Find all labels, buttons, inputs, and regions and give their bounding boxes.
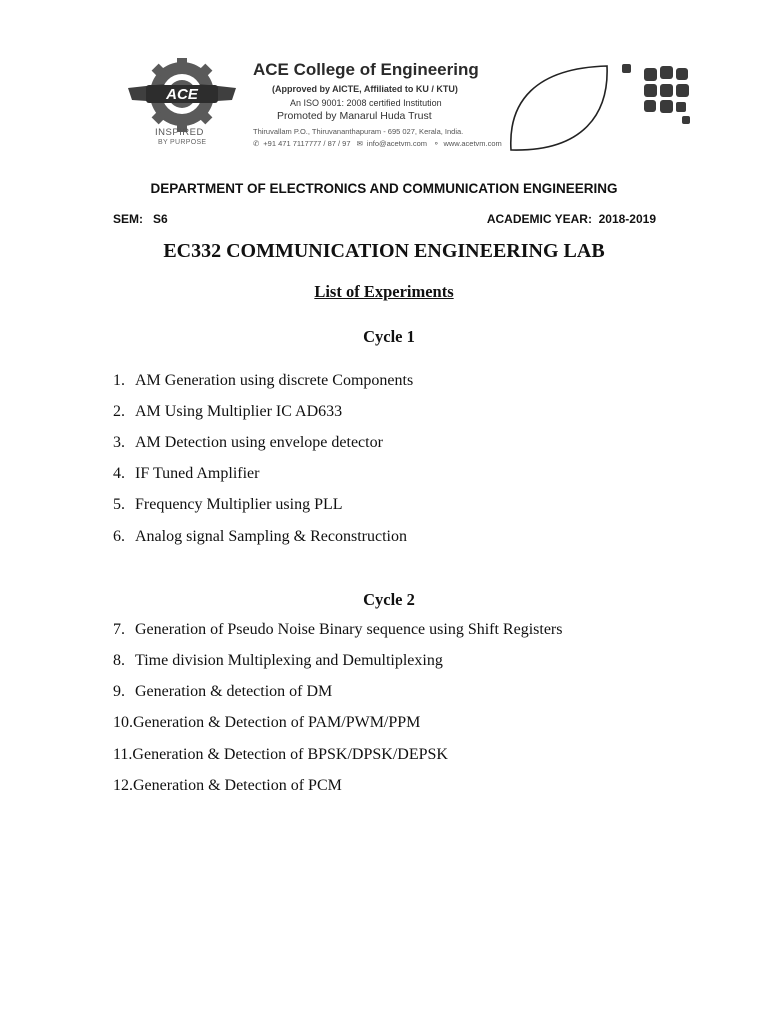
logo-tagline-1: INSPIRED (155, 127, 204, 138)
cycle-1-heading: Cycle 1 (363, 327, 415, 346)
item-text: Generation & Detection of PCM (133, 777, 342, 794)
list-item (113, 403, 342, 421)
department-heading: DEPARTMENT OF ELECTRONICS AND COMMUNICATION ENGINEERING (150, 181, 618, 196)
item-text: IF Tuned Amplifier (135, 465, 260, 482)
item-number: 8. (113, 652, 125, 669)
list-item (113, 465, 259, 483)
phone-icon: ✆ (253, 139, 260, 148)
promoted-line: Promoted by Manarul Huda Trust (277, 110, 432, 122)
email-icon: ✉ (356, 139, 363, 148)
list-item (113, 714, 420, 732)
item-text: Time division Multiplexing and Demultiplexing (135, 652, 443, 669)
item-number: 1. (113, 372, 125, 389)
item-text: AM Detection using envelope detector (135, 434, 383, 451)
item-number: 12. (113, 777, 133, 794)
phone-number: +91 471 7117777 / 87 / 97 (263, 139, 351, 148)
email-address: info@acetvm.com (366, 139, 428, 148)
list-item (113, 528, 407, 546)
item-text: AM Generation using discrete Components (135, 372, 414, 389)
item-number: 2. (113, 403, 125, 420)
item-number: 6. (113, 528, 125, 545)
list-title: List of Experiments (314, 282, 454, 301)
logo-tagline-2: BY PURPOSE (158, 139, 207, 146)
college-name: ACE College of Engineering (253, 60, 479, 79)
item-number: 11. (113, 746, 133, 763)
item-number: 10. (113, 714, 133, 731)
address-line: Thiruvallam P.O., Thiruvananthapuram - 695 027, Kerala, India. (253, 127, 464, 136)
item-text: Generation & Detection of PAM/PWM/PPM (133, 714, 421, 731)
list-item (113, 372, 413, 390)
contact-line (253, 139, 506, 148)
list-item (113, 496, 343, 514)
item-text: AM Using Multiplier IC AD633 (135, 403, 343, 420)
list-item (113, 434, 383, 452)
item-number: 5. (113, 496, 125, 513)
item-number: 9. (113, 683, 125, 700)
item-number: 7. (113, 621, 125, 638)
course-title: EC332 COMMUNICATION ENGINEERING LAB (163, 240, 605, 262)
list-item (113, 683, 332, 701)
list-item (113, 621, 562, 639)
cycle-2-heading: Cycle 2 (363, 590, 415, 609)
item-text: Generation & detection of DM (135, 683, 333, 700)
website: www.acetvm.com (443, 139, 502, 148)
item-number: 4. (113, 465, 125, 482)
iso-line: An ISO 9001: 2008 certified Institution (290, 98, 442, 108)
item-text: Analog signal Sampling & Reconstruction (135, 528, 407, 545)
academic-year-label: ACADEMIC YEAR: 2018-2019 (486, 212, 656, 226)
tile-pattern-icon (620, 62, 698, 130)
list-item (113, 652, 443, 670)
semester-label: SEM: S6 (113, 212, 168, 226)
item-text: Generation of Pseudo Noise Binary sequence using Shift Registers (135, 621, 563, 638)
item-text: Frequency Multiplier using PLL (135, 496, 343, 513)
web-icon: ⚬ (433, 139, 440, 148)
logo-lettering: ACE (166, 86, 198, 103)
leaf-shape-icon (505, 62, 613, 157)
list-item (113, 746, 448, 764)
approval-line: (Approved by AICTE, Affiliated to KU / KTU) (272, 84, 458, 94)
item-text: Generation & Detection of BPSK/DPSK/DEPSK (132, 746, 448, 763)
item-number: 3. (113, 434, 125, 451)
list-item (113, 777, 342, 795)
